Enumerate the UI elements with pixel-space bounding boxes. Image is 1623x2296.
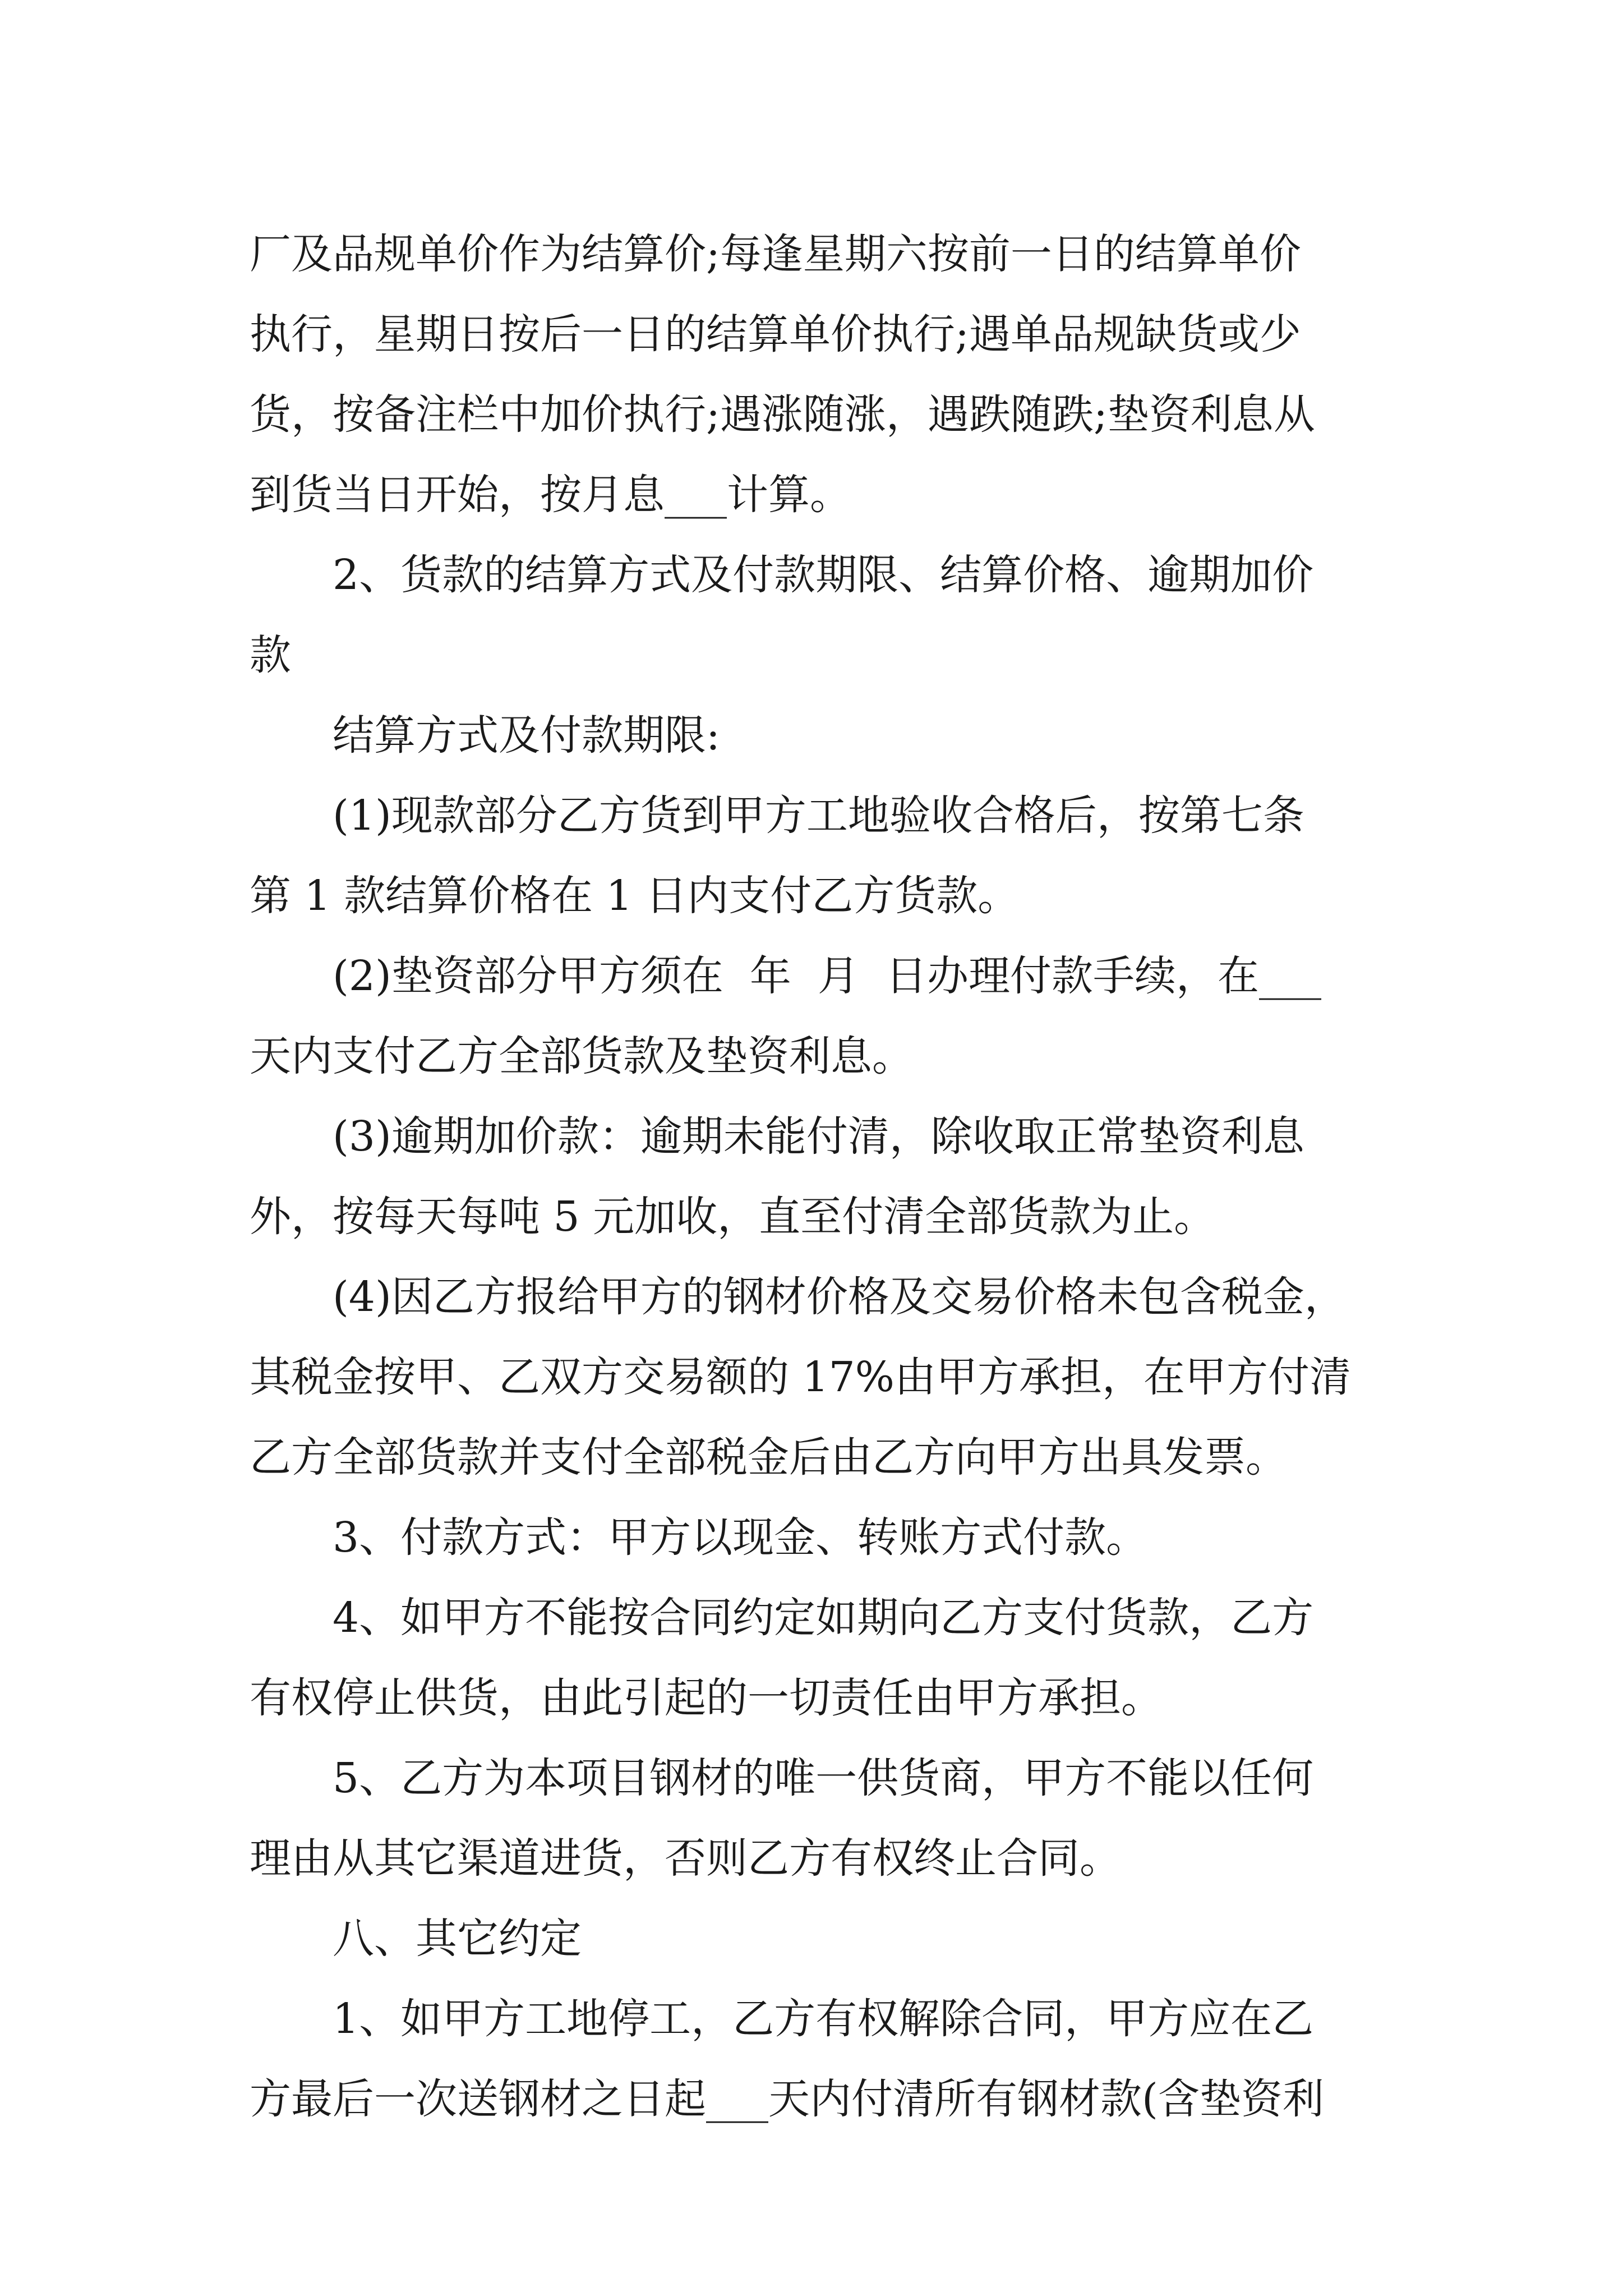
- text-line: 方最后一次送钢材之日起___天内付清所有钢材款(含垫资利: [250, 2075, 1324, 2123]
- text-line: (4)因乙方报给甲方的钢材价格及交易价格未包含税金，: [333, 1273, 1346, 1321]
- text-line: 乙方全部货款并支付全部税金后由乙方向甲方出具发票。: [250, 1433, 1287, 1481]
- text-line: 到货当日开始，按月息___计算。: [250, 471, 851, 519]
- text-line: 第 1 款结算价格在 1 日内支付乙方货款。: [250, 872, 1020, 920]
- text-line: 3、付款方式：甲方以现金、转账方式付款。: [333, 1513, 1148, 1562]
- text-line: 其税金按甲、乙双方交易额的 17%由甲方承担，在甲方付清: [250, 1353, 1351, 1401]
- text-line: 有权停止供货，由此引起的一切责任由甲方承担。: [250, 1674, 1163, 1722]
- text-line: 1、如甲方工地停工，乙方有权解除合同，甲方应在乙: [333, 1995, 1314, 2043]
- text-line: 5、乙方为本项目钢材的唯一供货商，甲方不能以任何: [333, 1754, 1314, 1802]
- text-line: (1)现款部分乙方货到甲方工地验收合格后，按第七条: [333, 792, 1304, 840]
- text-line: 天内支付乙方全部货款及垫资利息。: [250, 1032, 914, 1080]
- text-line: 厂及品规单价作为结算价;每逢星期六按前一日的结算单价: [250, 230, 1301, 278]
- text-line: 4、如甲方不能按合同约定如期向乙方支付货款，乙方: [333, 1594, 1314, 1642]
- text-line: 外，按每天每吨 5 元加收，直至付清全部货款为止。: [250, 1193, 1216, 1241]
- text-line: 执行，星期日按后一日的结算单价执行;遇单品规缺货或少: [250, 310, 1301, 358]
- text-line: 款: [250, 631, 291, 679]
- text-line: (2)垫资部分甲方须在 年 月 日办理付款手续，在___: [333, 952, 1321, 1000]
- text-line: 八、其它约定: [333, 1915, 582, 1963]
- text-line: (3)逾期加价款：逾期未能付清，除收取正常垫资利息: [333, 1112, 1304, 1161]
- text-line: 2、货款的结算方式及付款期限、结算价格、逾期加价: [333, 551, 1314, 599]
- text-line: 理由从其它渠道进货，否则乙方有权终止合同。: [250, 1834, 1121, 1883]
- text-line: 结算方式及付款期限:: [333, 711, 720, 760]
- text-line: 货，按备注栏中加价执行;遇涨随涨，遇跌随跌;垫资利息从: [250, 390, 1315, 439]
- document-body: [250, 214, 1388, 2139]
